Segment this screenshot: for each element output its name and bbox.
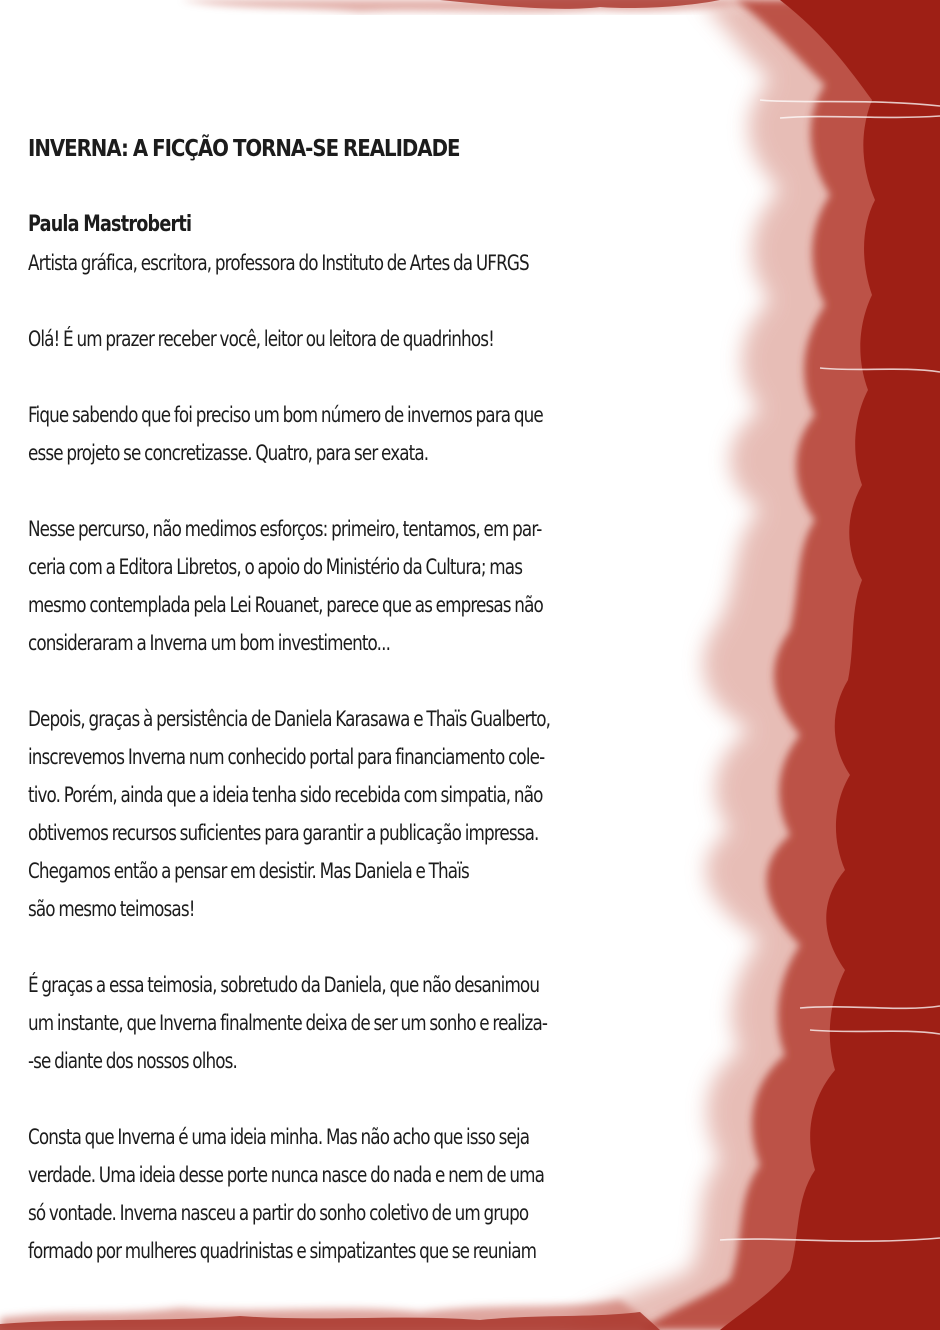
paragraph-line: só vontade. Inverna nasceu a partir do sonho coletivo de um grupo bbox=[28, 1201, 529, 1225]
paragraph-line: Chegamos então a pensar em desistir. Mas Daniela e Thaïs bbox=[28, 859, 469, 883]
paragraph-line: mesmo contemplada pela Lei Rouanet, parece que as empresas não bbox=[28, 593, 543, 617]
paragraph-line: um instante, que Inverna finalmente deixa de ser um sonho e realiza- bbox=[28, 1011, 548, 1035]
paragraph-line: Depois, graças à persistência de Daniela Karasawa e Thaïs Gualberto, bbox=[28, 707, 551, 731]
paragraph-line: formado por mulheres quadrinistas e simpatizantes que se reuniam bbox=[28, 1239, 537, 1263]
article-title: INVERNA: A FICÇÃO TORNA-SE REALIDADE bbox=[28, 136, 460, 162]
paragraph bbox=[28, 320, 728, 358]
paragraph-line: É graças a essa teimosia, sobretudo da Daniela, que não desanimou bbox=[28, 973, 540, 997]
article bbox=[28, 130, 728, 1308]
paragraph bbox=[28, 700, 728, 928]
paragraph-line: Consta que Inverna é uma ideia minha. Mas não acho que isso seja bbox=[28, 1125, 530, 1149]
author-name: Paula Mastroberti bbox=[28, 212, 192, 237]
paragraph-line: esse projeto se concretizasse. Quatro, para ser exata. bbox=[28, 441, 429, 465]
paragraph bbox=[28, 396, 728, 472]
paragraph-line: Olá! É um prazer receber você, leitor ou leitora de quadrinhos! bbox=[28, 327, 494, 351]
paragraph-line: -se diante dos nossos olhos. bbox=[28, 1049, 237, 1073]
paragraph bbox=[28, 966, 728, 1080]
paragraph-line: inscrevemos Inverna num conhecido portal para financiamento cole- bbox=[28, 745, 545, 769]
paragraph-line: tivo. Porém, ainda que a ideia tenha sido recebida com simpatia, não bbox=[28, 783, 543, 807]
paragraph-line: Fique sabendo que foi preciso um bom número de invernos para que bbox=[28, 403, 543, 427]
paragraph bbox=[28, 1118, 728, 1270]
paragraph-line: verdade. Uma ideia desse porte nunca nasce do nada e nem de uma bbox=[28, 1163, 545, 1187]
paragraph bbox=[28, 510, 728, 662]
paragraph-line: são mesmo teimosas! bbox=[28, 897, 195, 921]
paragraph-line: ceria com a Editora Libretos, o apoio do Ministério da Cultura; mas bbox=[28, 555, 523, 579]
paragraph-line: consideraram a Inverna um bom investimento... bbox=[28, 631, 391, 655]
article-body bbox=[28, 320, 728, 1270]
paragraph-line: Nesse percurso, não medimos esforços: primeiro, tentamos, em par- bbox=[28, 517, 542, 541]
paragraph-line: obtivemos recursos suficientes para garantir a publicação impressa. bbox=[28, 821, 539, 845]
author-affiliation: Artista gráfica, escritora, professora do Instituto de Artes da UFRGS bbox=[28, 251, 529, 275]
